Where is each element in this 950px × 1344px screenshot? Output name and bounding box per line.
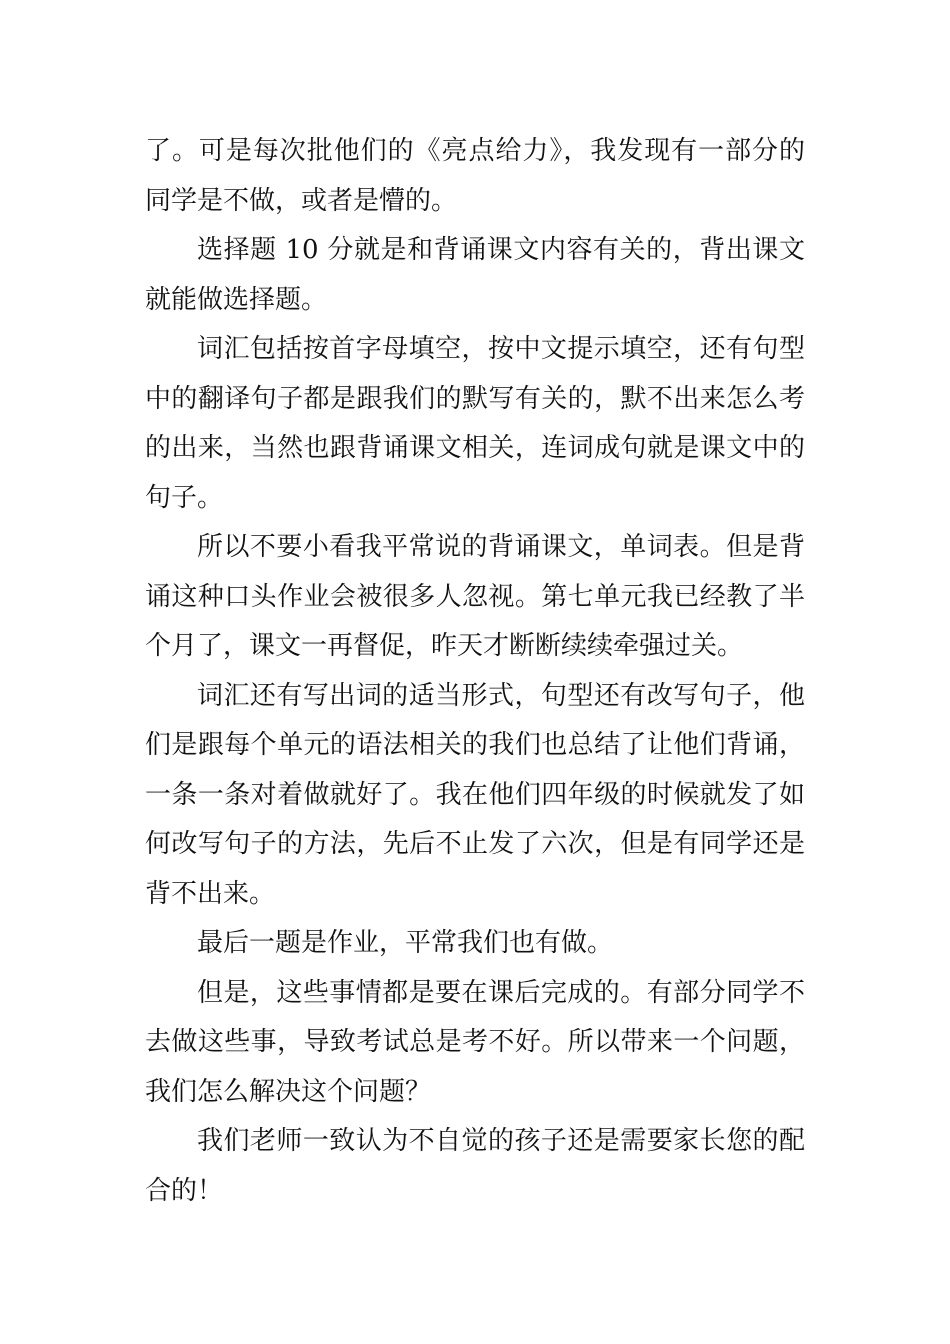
document-body: [145, 127, 805, 1216]
paragraph: 选择题 10 分就是和背诵课文内容有关的，背出课文就能做选择题。: [145, 235, 805, 315]
paragraph: 但是，这些事情都是要在课后完成的。有部分同学不去做这些事，导致考试总是考不好。所以带来一个问题，我们怎么解决这个问题？: [145, 977, 805, 1107]
paragraph: 我们老师一致认为不自觉的孩子还是需要家长您的配合的！: [145, 1126, 805, 1206]
paragraph: 最后一题是作业，平常我们也有做。: [197, 928, 614, 958]
paragraph: 词汇包括按首字母填空，按中文提示填空，还有句型中的翻译句子都是跟我们的默写有关的，默不出来怎么考的出来，当然也跟背诵课文相关，连词成句就是课文中的句子。: [145, 334, 805, 513]
paragraph: 词汇还有写出词的适当形式，句型还有改写句子，他们是跟每个单元的语法相关的我们也总结了让他们背诵，一条一条对着做就好了。我在他们四年级的时候就发了如何改写句子的方法，先后不止发了六次，但是有同学还是背不出来。: [145, 680, 805, 909]
paragraph-continuation: 了。可是每次批他们的《亮点给力》，我发现有一部分的同学是不做，或者是懵的。: [145, 136, 805, 216]
paragraph: 所以不要小看我平常说的背诵课文，单词表。但是背诵这种口头作业会被很多人忽视。第七单元我已经教了半个月了，课文一再督促，昨天才断断续续牵强过关。: [145, 532, 805, 661]
